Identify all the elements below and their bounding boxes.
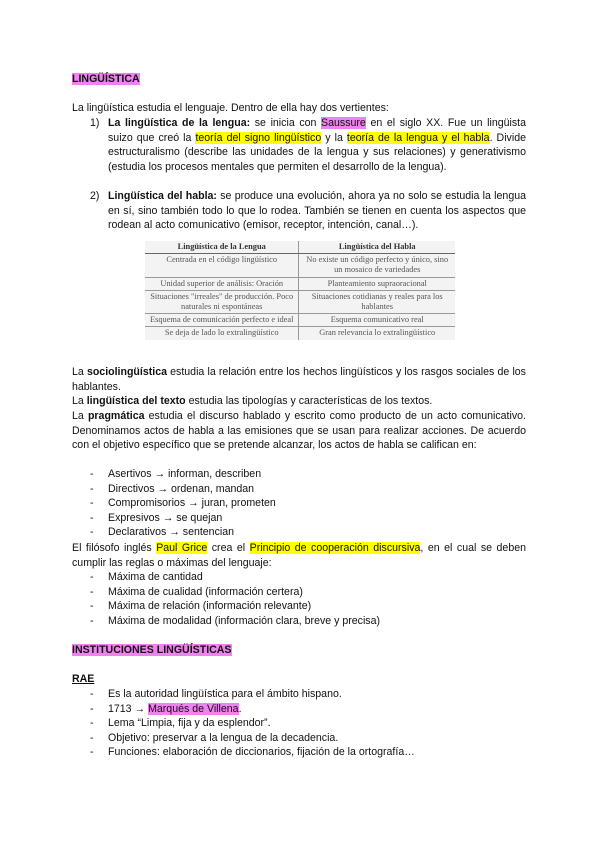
table-header-row xyxy=(145,241,455,254)
rae-title: RAE xyxy=(72,673,95,685)
table-row: Situaciones "irreales" de producción. Poco naturales ni espontáneas Situaciones cotidianas y reales para los hablantes xyxy=(145,290,455,313)
maximas-list xyxy=(90,570,526,628)
list-item: - Máxima de modalidad (información clara, breve y precisa) xyxy=(90,614,381,627)
rae-list xyxy=(90,687,526,760)
grice-paragraph: El filósofo inglés Paul Grice crea el Principio de cooperación discursiva, en el cual se deben cumplir las reglas o máximas del lenguaje: xyxy=(72,542,526,569)
list-item: - Objetivo: preservar a la lengua de la decadencia. xyxy=(90,731,339,744)
comparison-table xyxy=(145,241,455,340)
highlight-paul-grice: Paul Grice xyxy=(156,542,208,554)
section-title-instituciones: INSTITUCIONES LINGÜÍSTICAS xyxy=(72,644,232,656)
table-row: Se deja de lado lo extralingüístico Gran relevancia lo extralingüístico xyxy=(145,327,455,340)
list-item: - Máxima de relación (información relevante) xyxy=(90,600,312,613)
intro-paragraph: La lingüística estudia el lenguaje. Dentro de ella hay dos vertientes: xyxy=(72,102,389,114)
highlight-saussure: Saussure xyxy=(321,117,366,129)
table-row: Centrada en el código lingüístico No existe un código perfecto y único, sino un mosaico de variedades xyxy=(145,254,455,277)
linguistica-texto-paragraph: La lingüística del texto estudia las tipologías y características de los textos. xyxy=(72,395,433,407)
highlight-signo: teoría del signo lingüístico xyxy=(195,131,322,144)
table-row: Unidad superior de análisis: Oración Planteamiento supraoracional xyxy=(145,277,455,290)
pragmatica-paragraph: La pragmática estudia el discurso hablado y escrito como producto de un acto comunicativo. Denominamos actos de habla a las emisiones que se usan para realizar acciones. De acuerdo con el objetivo específico que se pretende alcanzar, los actos de habla se califican en: xyxy=(72,410,526,452)
list-item: - Máxima de cantidad xyxy=(90,571,203,583)
list-item: - Compromisorios → juran, prometen xyxy=(90,497,276,510)
list-item: - Lema “Limpia, fija y da esplendor”. xyxy=(90,717,271,730)
list-item: - Máxima de cualidad (información certera) xyxy=(90,585,303,598)
highlight-principio-cooperacion: Principio de cooperación discursiva xyxy=(249,542,421,554)
list-item: - Declarativos → sentencian xyxy=(90,526,235,539)
list-item: - 1713 → Marqués de Villena. xyxy=(90,702,242,715)
numbered-item-1: 1) La lingüística de la lengua: se inicia con Saussure en el siglo XX. Fue un lingüista suizo que creó la teoría del signo lingüístico y la teoría de la lengua y el habla. Divide estructuralismo (describe las unidades de la lengua y sus relaciones) y generativismo (estudia los procesos mentales que permiten el desarrollo de la lengua). xyxy=(90,117,526,173)
table-row: Esquema de comunicación perfecto e ideal Esquema comunicativo real xyxy=(145,314,455,327)
numbered-item-2: 2) Lingüística del habla: se produce una evolución, ahora ya no solo se estudia la lengua en sí, sino también todo lo que lo rodea. También se tienen en cuenta los aspectos que rodean al acto comunicativo (emisor, receptor, intención, canal…). xyxy=(90,190,526,232)
table-header: Lingüística del Habla xyxy=(299,241,455,254)
list-item: - Asertivos → informan, describen xyxy=(90,468,262,480)
highlight-lengua-habla: teoría de la lengua y el habla xyxy=(346,131,490,144)
actos-list xyxy=(90,467,526,540)
list-item: - Es la autoridad lingüística para el ámbito hispano. xyxy=(90,688,342,700)
list-item: - Directivos → ordenan, mandan xyxy=(90,482,255,495)
sociolinguistica-paragraph: La sociolingüística estudia la relación entre los hechos lingüísticos y los rasgos sociales de los hablantes. xyxy=(72,366,526,393)
list-item: - Expresivos → se quejan xyxy=(90,511,223,524)
section-title-linguistica: LINGÜÍSTICA xyxy=(72,73,140,85)
list-item: - Funciones: elaboración de diccionarios, fijación de la ortografía… xyxy=(90,746,415,759)
table-header: Lingüística de la Lengua xyxy=(145,241,299,254)
highlight-marques-villena: Marqués de Villena xyxy=(148,702,239,715)
